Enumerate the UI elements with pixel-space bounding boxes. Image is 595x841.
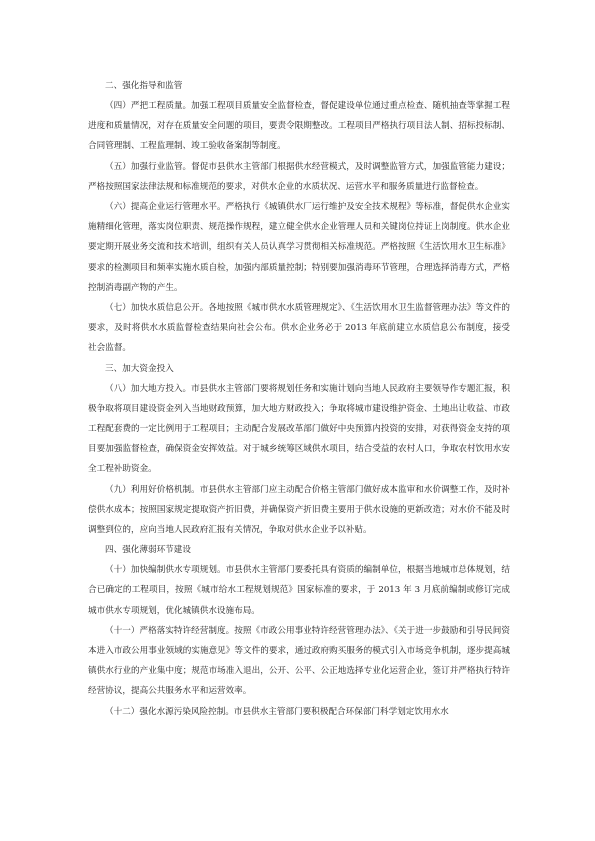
paragraph: （十一）严格落实特许经营制度。按照《市政公用事业特许经营管理办法》、《关于进一步鼓励和引导民间资本进入市政公用事业领域的实施意见》等文件的要求，通过政府购买服务的模式引入市场竞争机制，逐步提高城镇供水行业的产业集中度；规范市场准入退出，公开、公平、公正地选择专业化运营企业，签订并严格执行特许经营协议，提高公共服务水平和运营效率。 [88,625,510,697]
paragraph: （十）加快编制供水专项规划。市县供水主管部门要委托具有资质的编制单位，根据当地城市总体规划，结合已确定的工程项目，按照《城市给水工程规划规范》国家标准的要求，于 2013 年 3 月底前编制或修订完成城市供水专项规划，优化城镇供水设施布局。 [88,565,510,616]
paragraph: （六）提高企业运行管理水平。严格执行《城镇供水厂运行维护及安全技术规程》等标准，督促供水企业实施精细化管理，落实岗位职责、规范操作规程，建立健全供水企业管理人员和关键岗位持证上岗制度。供水企业要定期开展业务交流和技术培训，组织有关人员认真学习贯彻相关标准规范。严格按照《生活饮用水卫生标准》要求的检测项目和频率实施水质自检，加强内部质量控制；特别要加强消毒环节管理，合理选择消毒方式，严格控制消毒副产物的产生。 [88,202,510,293]
paragraph: （五）加强行业监管。督促市县供水主管部门根据供水经营模式，及时调整监管方式，加强监管能力建设；严格按照国家法律法规和标准规范的要求，对供水企业的水质状况、运营水平和服务质量进行监督检查。 [88,161,510,192]
paragraph: （九）利用好价格机制。市县供水主管部门应主动配合价格主管部门做好成本监审和水价调整工作，及时补偿供水成本；按照国家规定提取资产折旧费，并确保资产折旧费主要用于供水设施的更新改造；对水价不能及时调整到位的，应向当地人民政府汇报有关情况，争取对供水企业予以补贴。 [88,484,510,536]
paragraph: （八）加大地方投入。市县供水主管部门要将规划任务和实施计划向当地人民政府主要领导作专题汇报，积极争取将项目建设资金列入当地财政预算，加大地方财政投入；争取将城市建设维护资金、土地出让收益、市政工程配套费的一定比例用于工程项目；主动配合发展改革部门做好中央预算内投资的安排，对获得资金支持的项目要加强监督检查，确保资金安挥效益。对于城乡统筹区域供水项目，结合受益的农村人口，争取农村饮用水安全工程补助资金。 [88,383,510,475]
section-heading: 二、强化指导和监管 [105,81,183,91]
section-heading: 三、加大资金投入 [105,363,174,374]
paragraph: （四）严把工程质量。加强工程项目质量安全监督检查，督促建设单位通过重点检查、随机抽查等掌握工程进度和质量情况，对存在质量安全问题的项目，要责令限期整改。工程项目严格执行项目法人制、招标投标制、合同管理制、工程监理制、竣工验收备案制等制度。 [88,101,510,152]
document-body [88,76,510,722]
section-heading: 四、强化薄弱环节建设 [105,545,191,556]
paragraph: （七）加快水质信息公开。各地按照《城市供水水质管理规定》、《生活饮用水卫生监督管理办法》等文件的要求，及时将供水水质监督检查结果向社会公布。供水企业务必于 2013 年底前建立水质信息公布制度，接受社会监督。 [88,303,510,354]
paragraph: （十二）强化水源污染风险控制。市县供水主管部门要积极配合环保部门科学划定饮用水水 [105,706,449,717]
